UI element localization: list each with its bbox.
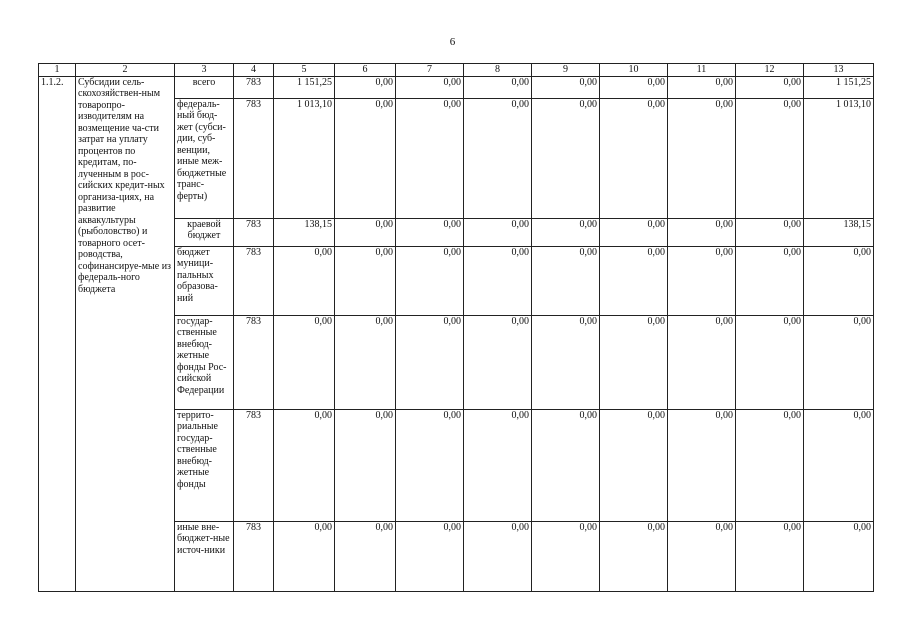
value-cell: 0,00 xyxy=(335,409,396,521)
value-cell: 0,00 xyxy=(532,409,600,521)
value-cell: 138,15 xyxy=(274,218,335,246)
value-cell: 0,00 xyxy=(464,218,532,246)
header-cell: 13 xyxy=(804,64,874,77)
value-cell: 0,00 xyxy=(736,315,804,409)
value-cell: 0,00 xyxy=(668,315,736,409)
value-cell: 0,00 xyxy=(335,246,396,315)
header-cell: 10 xyxy=(600,64,668,77)
value-cell: 0,00 xyxy=(464,76,532,98)
value-cell: 0,00 xyxy=(335,98,396,218)
header-row xyxy=(39,64,874,77)
value-cell: 0,00 xyxy=(600,409,668,521)
header-cell: 4 xyxy=(234,64,274,77)
value-cell: 0,00 xyxy=(804,315,874,409)
header-cell: 6 xyxy=(335,64,396,77)
header-cell: 9 xyxy=(532,64,600,77)
value-cell: 0,00 xyxy=(804,409,874,521)
value-cell: 0,00 xyxy=(668,218,736,246)
value-cell: 1 151,25 xyxy=(804,76,874,98)
value-cell: 0,00 xyxy=(736,98,804,218)
value-cell: 0,00 xyxy=(668,409,736,521)
value-cell: 0,00 xyxy=(736,218,804,246)
value-cell: 0,00 xyxy=(668,76,736,98)
value-cell: 0,00 xyxy=(464,409,532,521)
funding-source: всего xyxy=(175,76,234,98)
funding-source: государ-ственные внебюд-жетные фонды Рос-сийской Федерации xyxy=(175,315,234,409)
value-cell: 0,00 xyxy=(532,76,600,98)
budget-code: 783 xyxy=(234,98,274,218)
funding-source: террито-риальные государ-ственные внебюд-жетные фонды xyxy=(175,409,234,521)
value-cell: 0,00 xyxy=(532,315,600,409)
header-cell: 5 xyxy=(274,64,335,77)
funding-source: бюджет муници-пальных образова-ний xyxy=(175,246,234,315)
budget-code: 783 xyxy=(234,246,274,315)
value-cell: 0,00 xyxy=(335,315,396,409)
value-cell: 0,00 xyxy=(600,246,668,315)
value-cell: 0,00 xyxy=(274,246,335,315)
value-cell: 0,00 xyxy=(274,315,335,409)
value-cell: 0,00 xyxy=(396,521,464,591)
value-cell: 0,00 xyxy=(600,76,668,98)
funding-source: краевой бюджет xyxy=(175,218,234,246)
header-cell: 7 xyxy=(396,64,464,77)
budget-table xyxy=(38,63,874,592)
header-cell: 8 xyxy=(464,64,532,77)
value-cell: 1 013,10 xyxy=(274,98,335,218)
header-cell: 11 xyxy=(668,64,736,77)
value-cell: 0,00 xyxy=(668,521,736,591)
funding-source: иные вне-бюджет-ные источ-ники xyxy=(175,521,234,591)
value-cell: 0,00 xyxy=(736,409,804,521)
value-cell: 0,00 xyxy=(464,521,532,591)
value-cell: 0,00 xyxy=(804,246,874,315)
value-cell: 0,00 xyxy=(736,246,804,315)
value-cell: 0,00 xyxy=(668,246,736,315)
value-cell: 0,00 xyxy=(396,315,464,409)
value-cell: 1 013,10 xyxy=(804,98,874,218)
value-cell: 0,00 xyxy=(464,98,532,218)
value-cell: 0,00 xyxy=(600,218,668,246)
value-cell: 0,00 xyxy=(736,521,804,591)
row-description: Субсидии сель-скохозяйствен-ным товаропро-изводителям на возмещение ча-сти затрат на уплату процентов по кредитам, по-лученным в рос-сийских кредит-ных организа-циях, на развитие аквакультуры (рыболовство) и товарного осет-роводства, софинансируе-мые из федераль-ного бюджета xyxy=(76,76,175,591)
budget-code: 783 xyxy=(234,218,274,246)
table-row xyxy=(39,76,874,98)
value-cell: 0,00 xyxy=(396,218,464,246)
page-number: 6 xyxy=(449,36,456,48)
header-cell: 1 xyxy=(39,64,76,77)
budget-code: 783 xyxy=(234,76,274,98)
value-cell: 0,00 xyxy=(532,98,600,218)
value-cell: 1 151,25 xyxy=(274,76,335,98)
budget-code: 783 xyxy=(234,409,274,521)
value-cell: 0,00 xyxy=(532,246,600,315)
budget-code: 783 xyxy=(234,315,274,409)
value-cell: 0,00 xyxy=(335,76,396,98)
value-cell: 138,15 xyxy=(804,218,874,246)
value-cell: 0,00 xyxy=(600,315,668,409)
value-cell: 0,00 xyxy=(532,521,600,591)
header-cell: 3 xyxy=(175,64,234,77)
value-cell: 0,00 xyxy=(274,521,335,591)
value-cell: 0,00 xyxy=(600,521,668,591)
value-cell: 0,00 xyxy=(464,246,532,315)
row-id: 1.1.2. xyxy=(39,76,76,591)
budget-code: 783 xyxy=(234,521,274,591)
value-cell: 0,00 xyxy=(600,98,668,218)
value-cell: 0,00 xyxy=(464,315,532,409)
header-cell: 2 xyxy=(76,64,175,77)
value-cell: 0,00 xyxy=(335,218,396,246)
value-cell: 0,00 xyxy=(804,521,874,591)
funding-source: федераль-ный бюд-жет (субси-дии, суб-венции, иные меж-бюджетные транс-ферты) xyxy=(175,98,234,218)
value-cell: 0,00 xyxy=(668,98,736,218)
value-cell: 0,00 xyxy=(396,76,464,98)
header-cell: 12 xyxy=(736,64,804,77)
value-cell: 0,00 xyxy=(736,76,804,98)
value-cell: 0,00 xyxy=(396,98,464,218)
value-cell: 0,00 xyxy=(335,521,396,591)
value-cell: 0,00 xyxy=(532,218,600,246)
value-cell: 0,00 xyxy=(396,246,464,315)
value-cell: 0,00 xyxy=(274,409,335,521)
value-cell: 0,00 xyxy=(396,409,464,521)
